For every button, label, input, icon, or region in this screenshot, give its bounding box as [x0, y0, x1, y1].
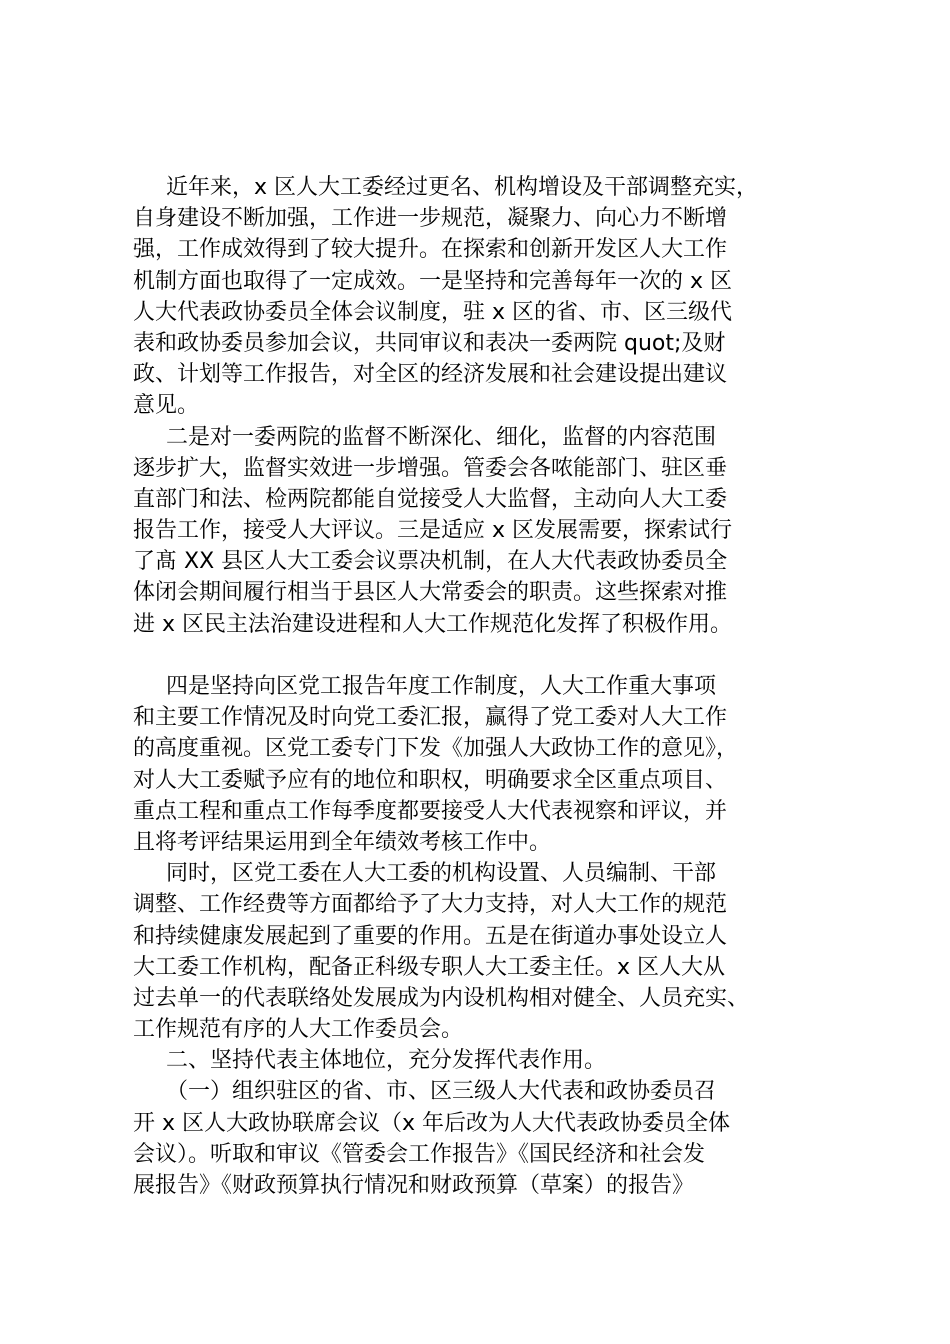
paragraph-line: 逐步扩大，监督实效进一步增强。管委会各哝能部门、驻区垂: [133, 455, 728, 481]
paragraph-line: 机制方面也取得了一定成效。一是坚持和完善每年一次的 x 区: [133, 268, 733, 294]
paragraph-line: 了髙 XX 县区人大工委会议票决机制，在人大代表政协委员全: [133, 549, 728, 575]
paragraph-line: 调整、工作经费等方面都给予了大力支持，对人大工作的规范: [133, 892, 728, 918]
blank-line: [133, 640, 853, 671]
paragraph-line: 近年来，x 区人大工委经过更名、机构增设及干部调整充实，: [166, 175, 759, 200]
paragraph-line: （一）组织驻区的省、市、区三级人大代表和政协委员召: [166, 1079, 717, 1105]
paragraph-line: 自身建设不断加强，工作进一步规范，凝聚力、向心力不断增: [133, 206, 728, 232]
paragraph-line: 重点工程和重点工作每季度都要接受人大代表视察和评议，并: [133, 798, 728, 824]
paragraph-line: 大工委工作机构，配备正科级专职人大工委主任。x 区人大从: [133, 954, 726, 980]
paragraph-line: 政、计划等工作报告，对全区的经济发展和社会建设提出建议: [133, 362, 728, 388]
paragraph-line: 同时，区党工委在人大工委的机构设置、人员编制、干部: [166, 861, 717, 887]
paragraph-line: 意见。: [133, 393, 200, 419]
paragraph-line: 的高度重视。区党工委专门下发《加强人大政协工作的意见》，: [133, 736, 739, 762]
section-heading: 二、坚持代表主体地位，充分发挥代表作用。: [166, 1048, 607, 1074]
paragraph-line: 开 x 区人大政协联席会议（x 年后改为人大代表政协委员全体: [133, 1110, 731, 1136]
paragraph-line: 工作规范有序的人大工作委员会。: [133, 1017, 464, 1043]
paragraph-line: 对人大工委赋予应有的地位和职权，明确要求全区重点项目、: [133, 767, 728, 793]
paragraph-line: 过去单一的代表联络处发展成为内设机构相对健全、人员充实、: [133, 985, 750, 1011]
paragraph-line: 表和政协委员参加会议，共同审议和表决一委两院 quot;及财: [133, 330, 726, 356]
paragraph-line: 人大代表政协委员全体会议制度，驻 x 区的省、市、区三级代: [133, 299, 733, 325]
paragraph-line: 和主要工作情况及时向党工委汇报，赢得了党工委对人大工作: [133, 705, 728, 731]
paragraph-line: 强，工作成效得到了较大提升。在探索和创新开发区人大工作: [133, 237, 728, 263]
paragraph-line: 二是对一委两院的监督不断深化、细化，监督的内容范围: [166, 424, 717, 450]
paragraph-line: 报告工作，接受人大评议。三是适应 x 区发展需要，探索试行: [133, 518, 733, 544]
paragraph-line: 进 x 区民主法治建设进程和人大工作规范化发挥了积极作用。: [133, 611, 733, 637]
paragraph-line: 直部门和法、检两院都能自觉接受人大监督，主动向人大工委: [133, 486, 728, 512]
paragraph-line: 体闭会期间履行相当于县区人大常委会的职责。这些探索对推: [133, 580, 728, 606]
paragraph-line: 且将考评结果运用到全年绩效考核工作中。: [133, 829, 552, 855]
document-body: [133, 172, 853, 1201]
paragraph-line: 和持续健康发展起到了重要的作用。五是在街道办事处设立人: [133, 923, 728, 949]
paragraph-line: 展报告》《财政预算执行情况和财政预算（草案）的报告》: [133, 1173, 695, 1198]
paragraph-line: 四是坚持向区党工报告年度工作制度，人大工作重大事项: [166, 674, 717, 699]
paragraph-line: 会议）。听取和审议《管委会工作报告》《国民经济和社会发: [133, 1141, 706, 1167]
